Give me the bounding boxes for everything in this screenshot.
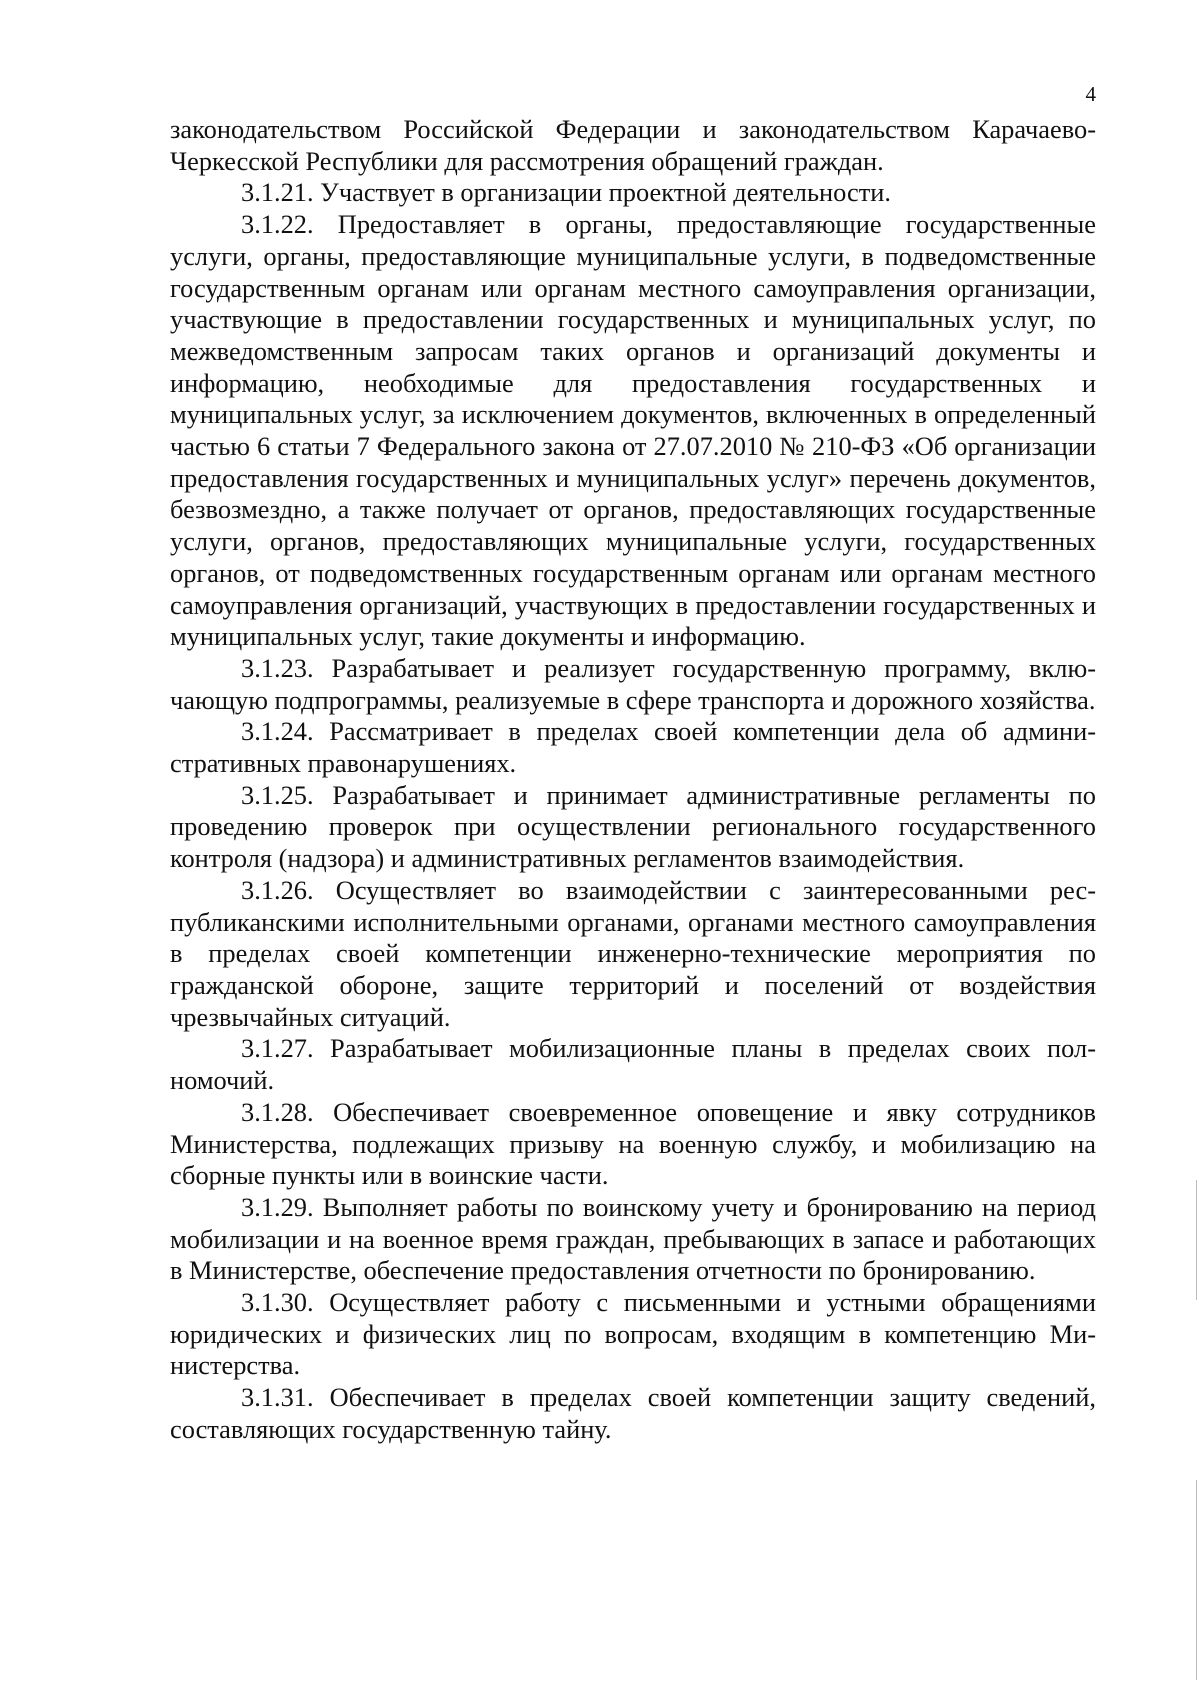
paragraph-3-1-28: 3.1.28. Обеспечивает своевременное оповещение и явку сотрудников Министерства, подлежащих призыву на военную службу, и мобилизацию на сборные пункты или в воинские части. bbox=[170, 1096, 1096, 1191]
paragraph-3-1-27: 3.1.27. Разрабатывает мобилизационные планы в пределах своих полномочий. bbox=[170, 1033, 1096, 1096]
paragraph-3-1-29: 3.1.29. Выполняет работы по воинскому учету и бронированию на период мобилизации и на военное время граждан, пребывающих в запасе и работающих в Министерстве, обеспечение предоставления отчетности по бронированию. bbox=[170, 1191, 1096, 1286]
document-body bbox=[170, 114, 1096, 1446]
scan-edge-mark bbox=[1196, 1180, 1197, 1300]
paragraph-3-1-22: 3.1.22. Предоставляет в органы, предоставляющие государственные услуги, органы, предоставляющие муниципальные услуги, в подведомственные государственным органам или органам местного самоуправления организации, участвующие в предоставлении государственных и муниципальных услуг, по межведомственным запросам таких органов и организаций документы и информацию, необходимые для предоставления государственных и муниципальных услуг, за исключением документов, включенных в определенный частью 6 статьи 7 Федерального закона от 27.07.2010 № 210-ФЗ «Об организации предоставления государственных и муниципальных услуг» перечень документов, безвозмездно, а также получает от органов, предоставляющих государственные услуги, органов, предоставляющих муниципальные услуги, государственных органов, от подведомственных государственным органам или органам местного самоуправления организаций, участвующих в предоставлении государственных и муниципальных услуг, такие документы и информацию. bbox=[170, 209, 1096, 652]
paragraph-3-1-31: 3.1.31. Обеспечивает в пределах своей компетенции защиту сведений, составляющих государственную тайну. bbox=[170, 1382, 1096, 1444]
page-number: 4 bbox=[1085, 82, 1096, 106]
paragraph-3-1-25: 3.1.25. Разрабатывает и принимает административные регламенты по проведению проверок при осуществлении регионального государственного контроля (надзора) и административных регламентов взаимодействия. bbox=[170, 779, 1096, 874]
scan-edge-mark bbox=[1196, 1480, 1197, 1680]
paragraph-3-1-30: 3.1.30. Осуществляет работу с письменными и устными обращениями юридических и физических лиц по вопросам, входящим в компетенцию Министерства. bbox=[170, 1287, 1096, 1381]
paragraph-3-1-21: 3.1.21. Участвует в организации проектной деятельности. bbox=[241, 177, 891, 208]
paragraph-3-1-23: 3.1.23. Разрабатывает и реализует государственную программу, включающую подпрограммы, реализуемые в сфере транспорта и дорожного хозяйства. bbox=[170, 652, 1096, 715]
paragraph-3-1-26: 3.1.26. Осуществляет во взаимодействии с заинтересованными республиканскими исполнительными органами, органами местного самоуправления в пределах своей компетенции инженерно-технические мероприятия по гражданской обороне, защите территорий и поселений от воздействия чрезвычайных ситуаций. bbox=[170, 874, 1096, 1032]
paragraph-3-1-24: 3.1.24. Рассматривает в пределах своей компетенции дела об административных правонарушениях. bbox=[170, 716, 1096, 779]
paragraph-continuation: законодательством Российской Федерации и законодательством Карачаево-Черкесской Республики для рассмотрения обращений граждан. bbox=[170, 114, 1096, 176]
